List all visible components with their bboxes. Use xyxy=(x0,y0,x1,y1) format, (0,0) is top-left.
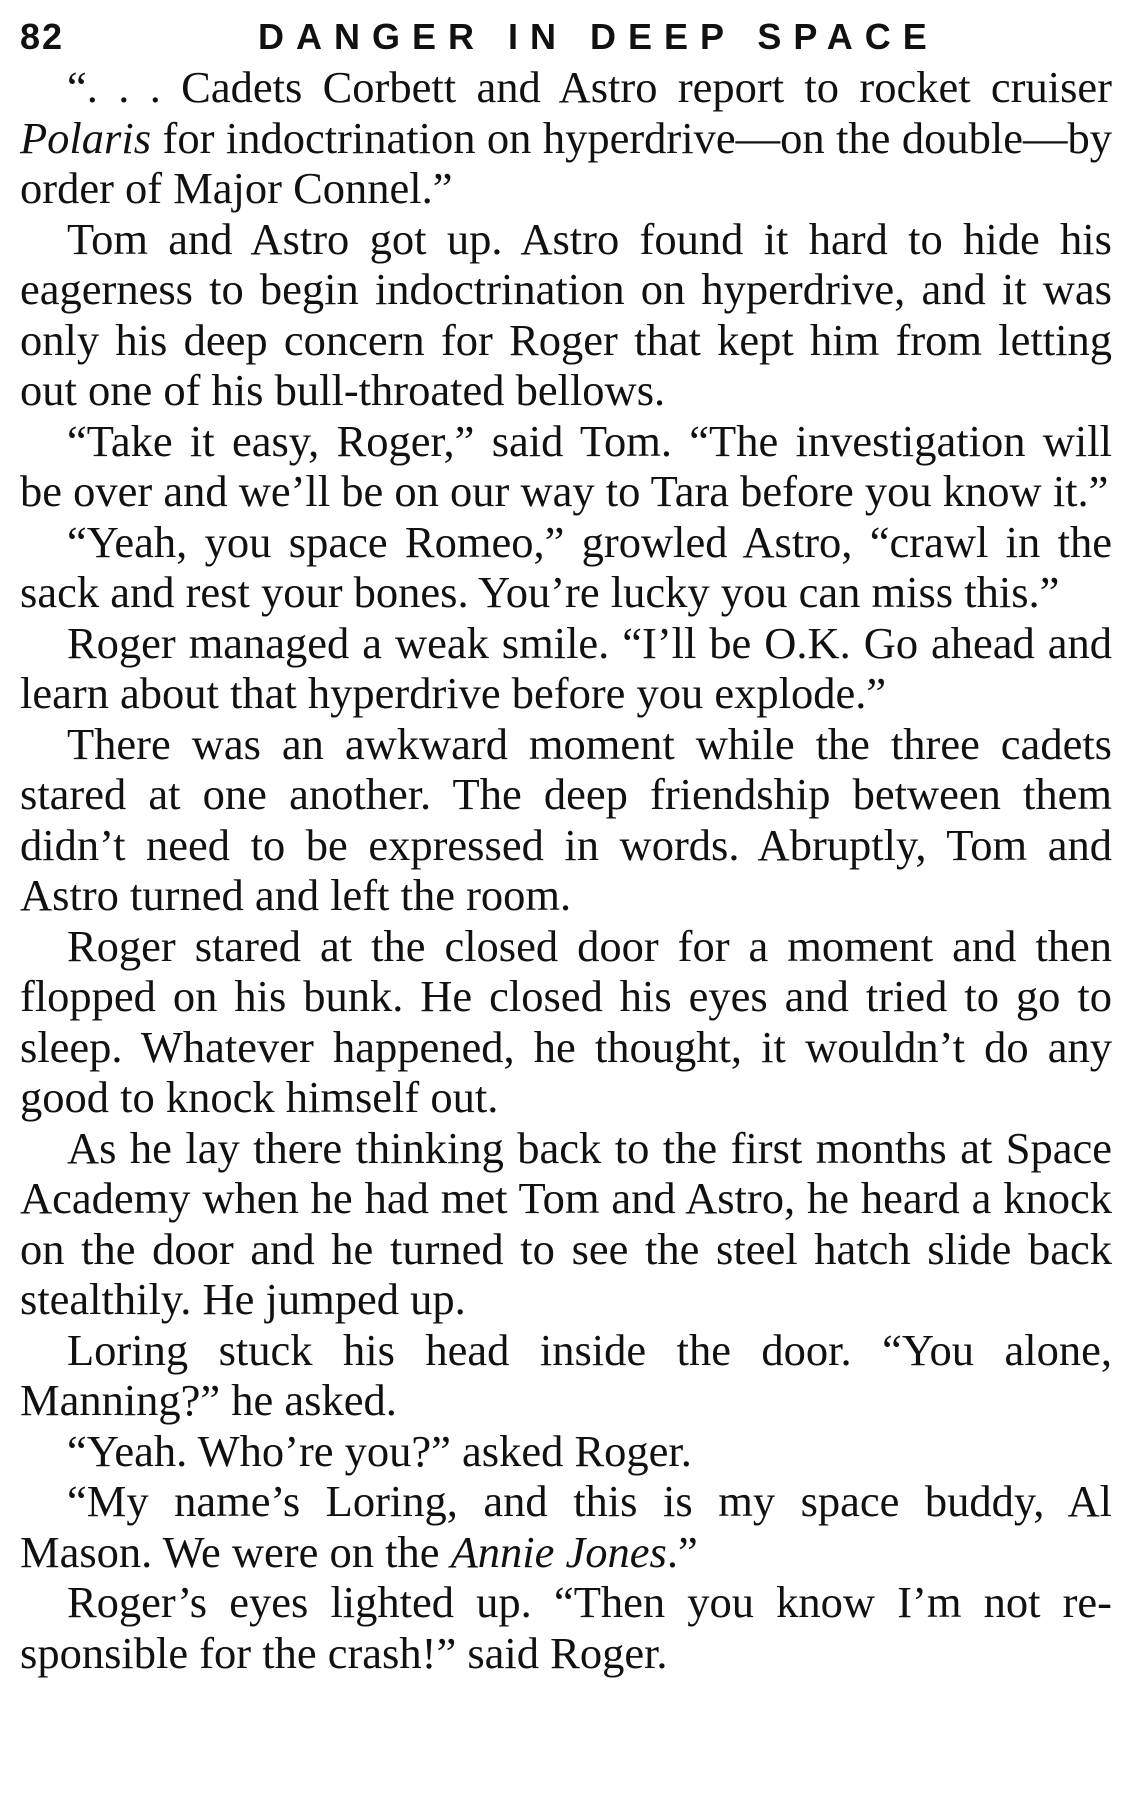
paragraph xyxy=(20,214,1112,416)
paragraph xyxy=(20,1123,1112,1325)
book-page xyxy=(20,12,1112,1678)
text-segment: “Yeah, you space Romeo,” growled Astro, “crawl in the sack and rest your bones. You’re lucky you can miss this.” xyxy=(20,516,1112,617)
text-segment: Roger’s eyes lighted up. “Then you know I’m not re-sponsible for the crash!” said Roger. xyxy=(20,1577,1112,1678)
text-segment: There was an awkward moment while the three cadets stared at one another. The deep friendship between them didn’t need to be expressed in words. Abruptly, Tom and Astro turned and left the room. xyxy=(20,718,1112,920)
text-segment: Loring stuck his head inside the door. “You alone, Manning?” he asked. xyxy=(20,1324,1112,1425)
text-segment: “. . . Cadets Corbett and Astro report to rocket cruiser xyxy=(67,62,1112,112)
page-header xyxy=(20,12,1112,62)
running-head: DANGER IN DEEP SPACE xyxy=(258,16,939,57)
paragraph xyxy=(20,416,1112,517)
paragraph xyxy=(20,517,1112,618)
paragraph xyxy=(20,62,1112,214)
paragraph xyxy=(20,1577,1112,1678)
body-text xyxy=(20,62,1112,1678)
text-segment: for indoctrination on hyperdrive—on the double—by order of Major Connel.” xyxy=(20,112,1112,213)
page-number: 82 xyxy=(20,16,65,57)
paragraph xyxy=(20,921,1112,1123)
text-segment: Roger stared at the closed door for a moment and then flopped on his bunk. He closed his eyes and tried to go to sleep. Whatever happened, he thought, it wouldn’t do any good to knock himself out. xyxy=(20,920,1112,1122)
text-segment: As he lay there thinking back to the first months at Space Academy when he had met Tom and Astro, he heard a knock on the door and he turned to see the steel hatch slide back stealthily. He jumped up. xyxy=(20,1122,1112,1324)
text-segment: “Yeah. Who’re you?” asked Roger. xyxy=(67,1425,692,1476)
text-segment: Tom and Astro got up. Astro found it hard to hide his eagerness to begin indoctrination on hyperdrive, and it was only his deep concern for Roger that kept him from letting out one of his bull-throated bellows. xyxy=(20,213,1112,415)
paragraph xyxy=(20,1476,1112,1577)
paragraph xyxy=(20,618,1112,719)
text-segment: .” xyxy=(666,1526,698,1577)
italic-text-segment: Polaris xyxy=(20,112,152,163)
paragraph xyxy=(20,1426,1112,1477)
text-segment: Roger managed a weak smile. “I’ll be O.K. Go ahead and learn about that hyperdrive before you explode.” xyxy=(20,617,1112,718)
paragraph xyxy=(20,719,1112,921)
italic-text-segment: Annie Jones xyxy=(450,1526,667,1577)
text-segment: “My name’s Loring, and this is my space buddy, Al Mason. We were on the xyxy=(20,1476,1112,1577)
paragraph xyxy=(20,1325,1112,1426)
text-segment: “Take it easy, Roger,” said Tom. “The investigation will be over and we’ll be on our way to Tara before you know it.” xyxy=(20,415,1112,516)
